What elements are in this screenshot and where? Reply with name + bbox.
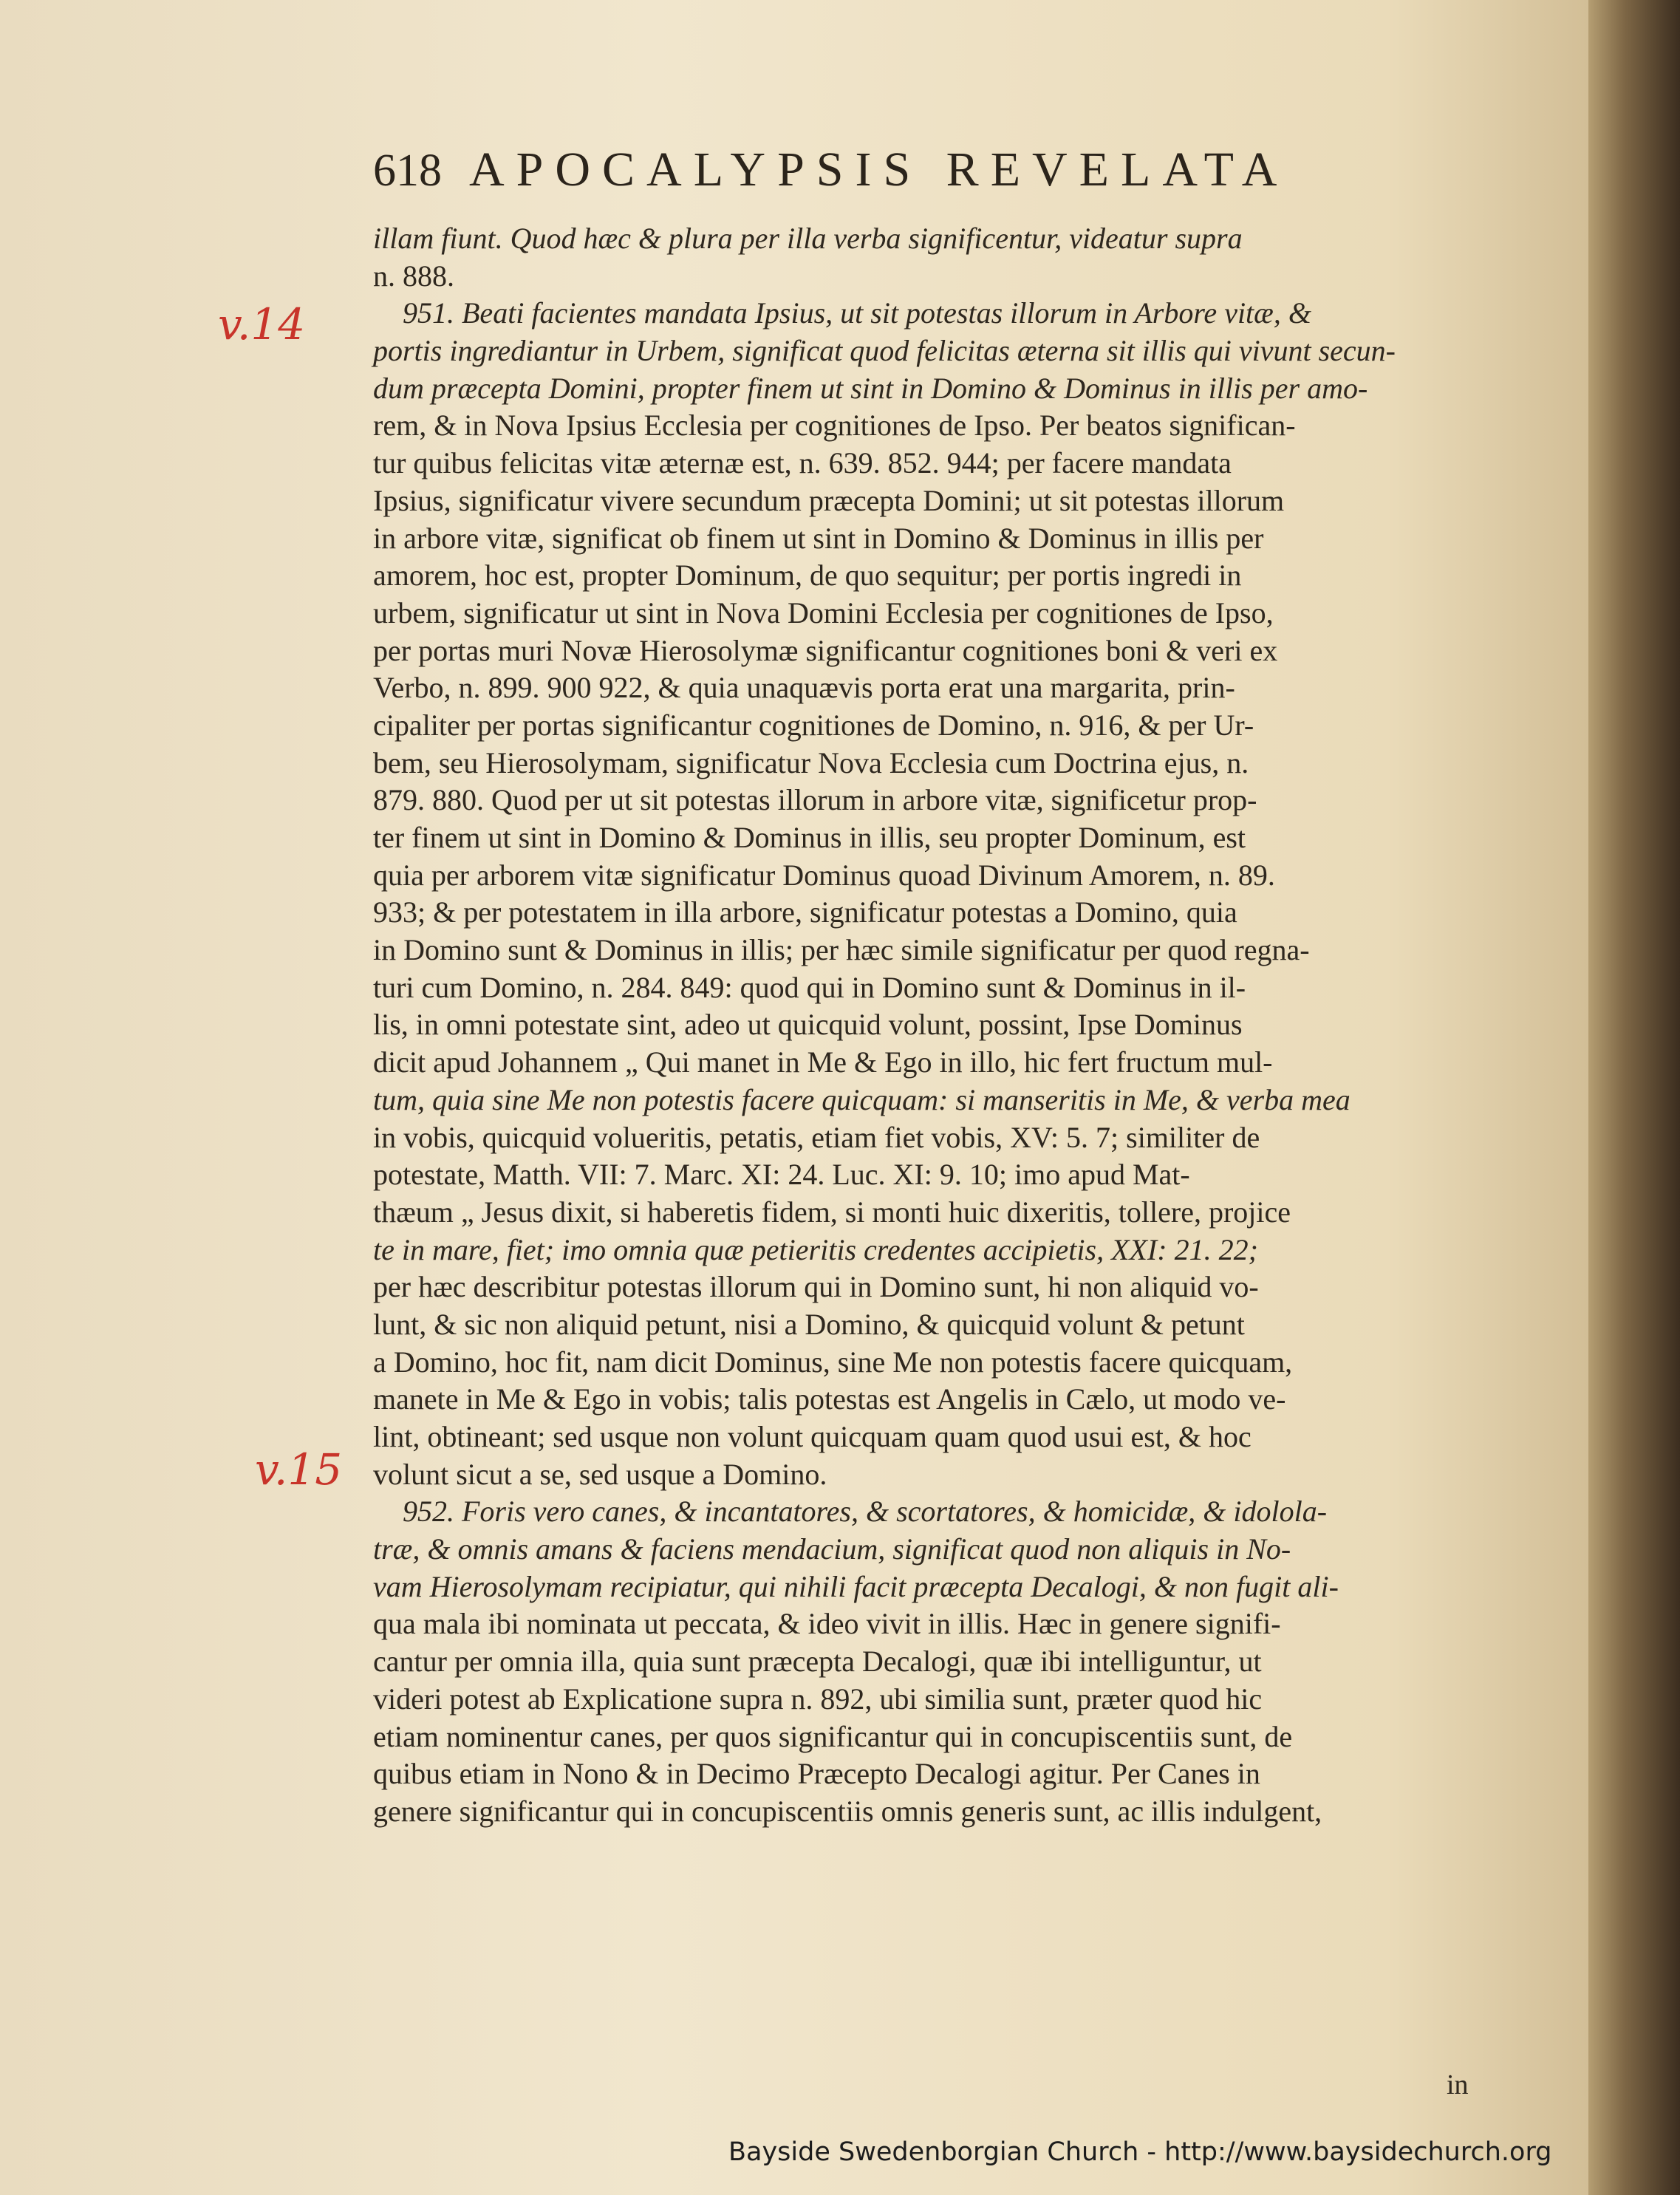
paragraph-952-start: 952. Foris vero canes, & incantatores, & scortatores, & homicidæ, & idolola- [403, 1495, 1328, 1529]
text-line: tur quibus felicitas vitæ æternæ est, n. 639. 852. 944; per facere mandata [373, 446, 1232, 480]
text-line: manete in Me & Ego in vobis; talis potestas est Angelis in Cælo, ut modo ve- [373, 1382, 1286, 1416]
text-line: tum, quia sine Me non potestis facere quicquam: si manseritis in Me, & verba mea [373, 1082, 1351, 1116]
page-number: 618 [373, 146, 442, 196]
text-line: quia per arborem vitæ significatur Dominus quoad Divinum Amorem, n. 89. [373, 858, 1275, 892]
text-line: cipaliter per portas significantur cognitiones de Domino, n. 916, & per Ur- [373, 708, 1254, 742]
catchword: in [1447, 2069, 1469, 2100]
text-line: videri potest ab Explicatione supra n. 892, ubi similia sunt, præter quod hic [373, 1682, 1263, 1716]
paragraph-951-start: 951. Beati facientes mandata Ipsius, ut sit potestas illorum in Arbore vitæ, & [403, 296, 1311, 330]
text-line: portis ingrediantur in Urbem, significat quod felicitas æterna sit illis qui vivunt secun- [373, 334, 1396, 368]
text-line: thæum „ Jesus dixit, si haberetis fidem, si monti huic dixeritis, tollere, projice [373, 1195, 1291, 1229]
book-spine [1588, 0, 1680, 2195]
text-line: per hæc describitur potestas illorum qui in Domino sunt, hi non aliquid vo- [373, 1270, 1259, 1304]
text-line: 933; & per potestatem in illa arbore, significatur potestas a Domino, quia [373, 895, 1237, 929]
text-line: quibus etiam in Nono & in Decimo Præcepto Decalogi agitur. Per Canes in [373, 1757, 1260, 1791]
text-line: volunt sicut a se, sed usque a Domino. [373, 1457, 827, 1491]
text-line: in Domino sunt & Dominus in illis; per hæc simile significatur per quod regna- [373, 933, 1310, 967]
margin-note-verse-15: v.15 [255, 1444, 343, 1495]
text-line: dicit apud Johannem „ Qui manet in Me & Ego in illo, hic fert fructum mul- [373, 1045, 1273, 1079]
text-line: Ipsius, significatur vivere secundum præcepta Domini; ut sit potestas illorum [373, 483, 1285, 517]
margin-note-verse-14: v.14 [218, 299, 306, 349]
text-line: te in mare, fiet; imo omnia quæ petieritis credentes accipietis, XXI: 21. 22; [373, 1232, 1258, 1266]
text-line: potestate, Matth. VII: 7. Marc. XI: 24. Luc. XI: 9. 10; imo apud Mat- [373, 1158, 1190, 1192]
text-line: amorem, hoc est, propter Dominum, de quo sequitur; per portis ingredi in [373, 559, 1242, 593]
text-line: ter finem ut sint in Domino & Dominus in illis, seu propter Dominum, est [373, 821, 1246, 854]
text-line: a Domino, hoc fit, nam dicit Dominus, sine Me non potestis facere quicquam, [373, 1345, 1293, 1379]
text-line: lis, in omni potestate sint, adeo ut quicquid volunt, possint, Ipse Dominus [373, 1008, 1243, 1042]
text-line: etiam nominentur canes, per quos significantur qui in concupiscentiis sunt, de [373, 1719, 1293, 1753]
text-line: turi cum Domino, n. 284. 849: quod qui in Domino sunt & Dominus in il- [373, 970, 1246, 1004]
watermark: Bayside Swedenborgian Church - http://www.baysidechurch.org [728, 2137, 1552, 2167]
text-line: qua mala ibi nominata ut peccata, & ideo vivit in illis. Hæc in genere signifi- [373, 1607, 1281, 1641]
text-line: træ, & omnis amans & faciens mendacium, significat quod non aliquis in No- [373, 1532, 1291, 1566]
text-line: per portas muri Novæ Hierosolymæ significantur cognitiones boni & veri ex [373, 633, 1278, 667]
page-header [373, 145, 1407, 211]
text-line: lint, obtineant; sed usque non volunt quicquam quam quod usui est, & hoc [373, 1420, 1252, 1453]
text-line: cantur per omnia illa, quia sunt præcepta Decalogi, quæ ibi intelliguntur, ut [373, 1645, 1262, 1679]
text-line: vam Hierosolymam recipiatur, qui nihili facit præcepta Decalogi, & non fugit ali- [373, 1569, 1339, 1603]
text-line: Verbo, n. 899. 900 922, & quia unaquævis porta erat una margarita, prin- [373, 671, 1235, 705]
body-text [373, 220, 1474, 1831]
text-line: in vobis, quicquid volueritis, petatis, etiam fiet vobis, XV: 5. 7; similiter de [373, 1120, 1260, 1154]
text-line: in arbore vitæ, significat ob finem ut sint in Domino & Dominus in illis per [373, 521, 1264, 555]
text-line: 879. 880. Quod per ut sit potestas illorum in arbore vitæ, significetur prop- [373, 783, 1257, 817]
text-line: n. 888. [373, 259, 454, 293]
text-line: genere significantur qui in concupiscentiis omnis generis sunt, ac illis indulgent, [373, 1794, 1322, 1828]
text-line: bem, seu Hierosolymam, significatur Nova Ecclesia cum Doctrina ejus, n. [373, 745, 1249, 779]
text-line: lunt, & sic non aliquid petunt, nisi a Domino, & quicquid volunt & petunt [373, 1307, 1245, 1341]
text-line: dum præcepta Domini, propter finem ut sint in Domino & Dominus in illis per amo- [373, 371, 1368, 405]
text-line: urbem, significatur ut sint in Nova Domini Ecclesia per cognitiones de Ipso, [373, 595, 1274, 629]
text-line: illam fiunt. Quod hæc & plura per illa verba significentur, videatur supra [373, 222, 1243, 255]
text-line: rem, & in Nova Ipsius Ecclesia per cognitiones de Ipso. Per beatos significan- [373, 409, 1296, 443]
running-title: APOCALYPSIS REVELATA [469, 143, 1289, 197]
